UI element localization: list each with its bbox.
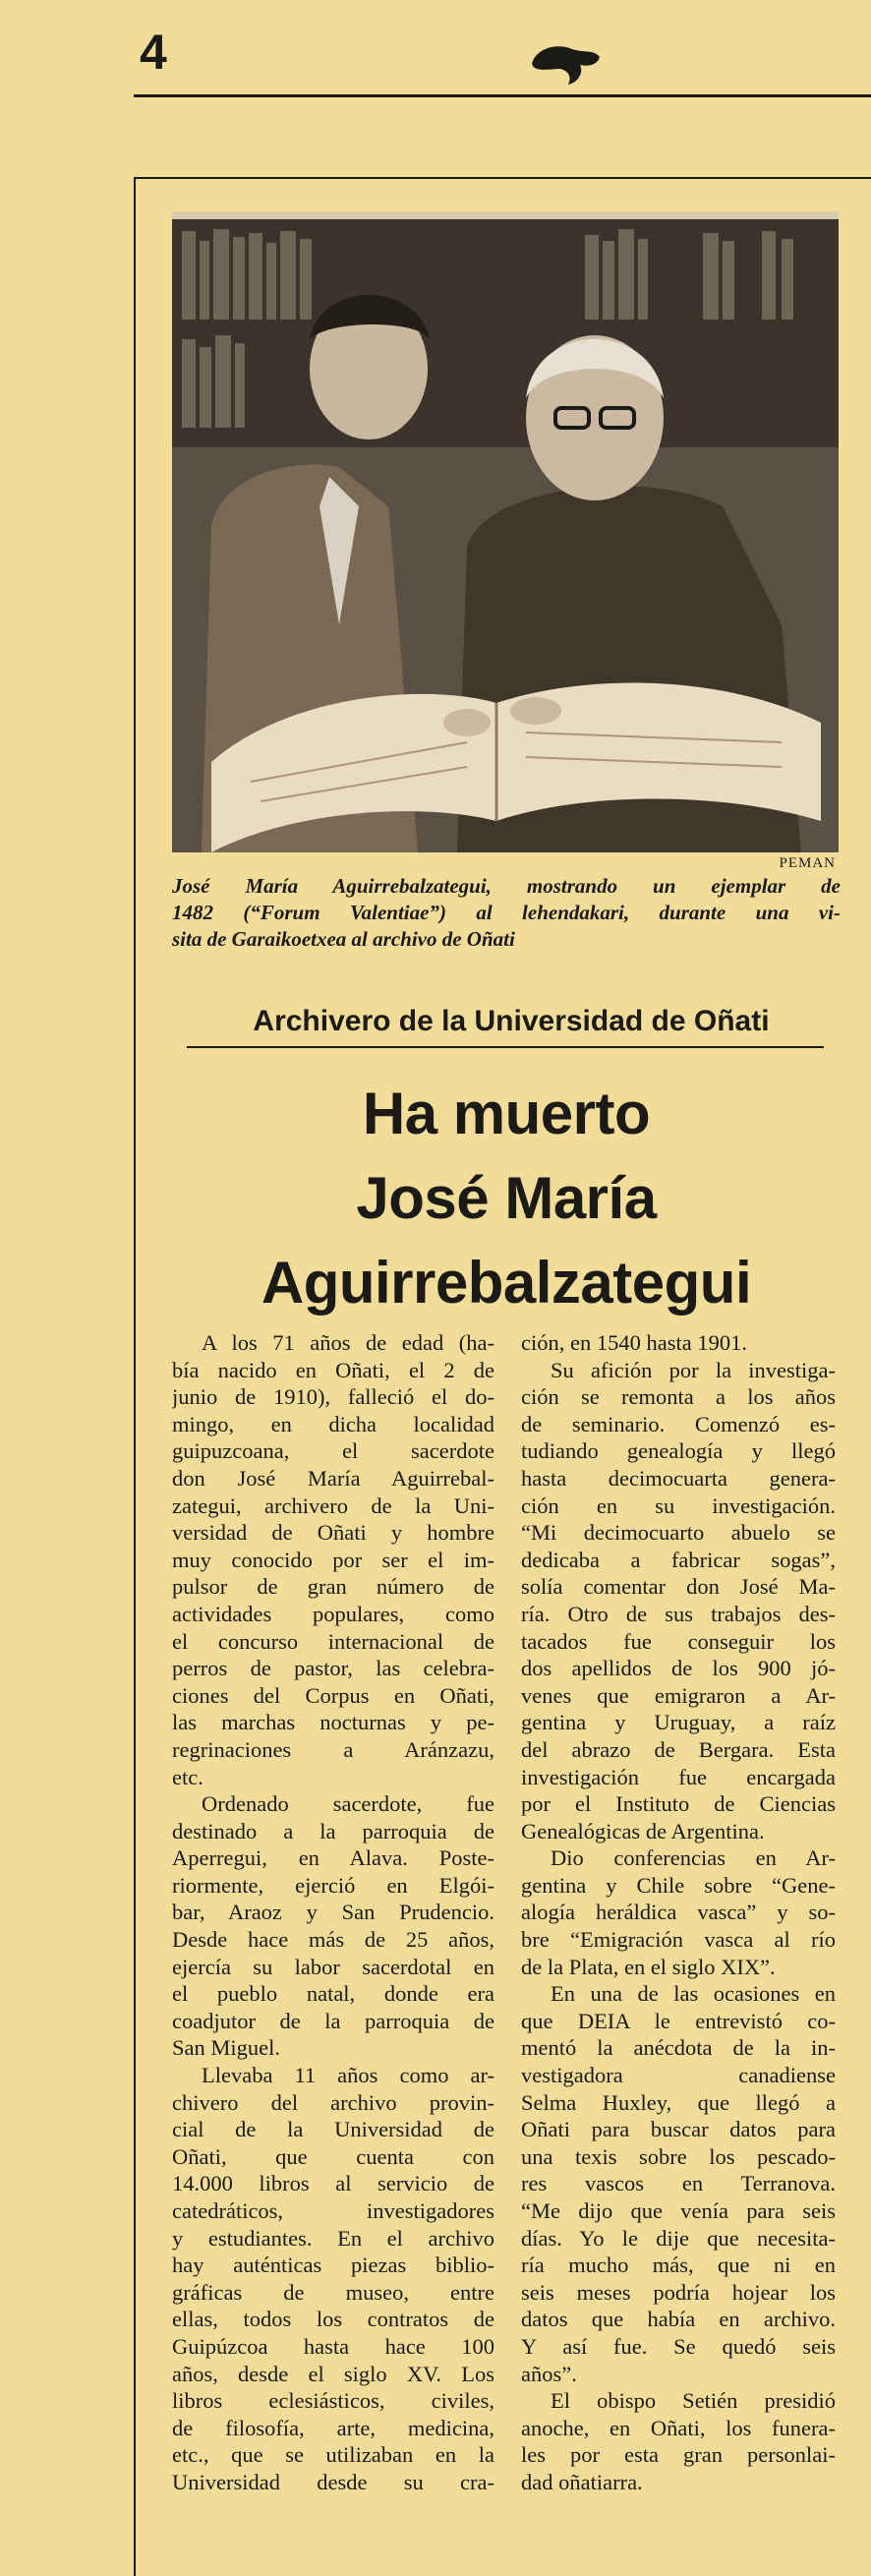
body-text-line: versidad de Oñati y hombre bbox=[172, 1520, 494, 1546]
body-text-line: riormente, ejerció en Elgói- bbox=[172, 1872, 494, 1898]
body-text-line: las marchas nocturnas y pe- bbox=[172, 1710, 494, 1735]
body-text-line: San Miguel. bbox=[172, 2035, 280, 2061]
caption-line: sita de Garaikoetxea al archivo de Oñati bbox=[172, 927, 515, 951]
body-text-line: junio de 1910), falleció el do- bbox=[172, 1384, 494, 1410]
body-text-line: seis meses podría hojear los bbox=[521, 2279, 836, 2305]
body-text-line: Dio conferencias en Ar- bbox=[551, 1845, 836, 1871]
body-text-line: les por esta gran personlai- bbox=[521, 2442, 836, 2468]
body-text-line: de filosofía, arte, medicina, bbox=[172, 2415, 494, 2440]
body-text-line: zategui, archivero de la Uni- bbox=[172, 1493, 494, 1518]
body-text-line: Universidad desde su cra- bbox=[172, 2469, 494, 2494]
body-text-line: Y así fue. Se quedó seis bbox=[521, 2333, 836, 2359]
body-text-line: años, desde el siglo XV. Los bbox=[172, 2361, 494, 2386]
body-text-line: y estudiantes. En el archivo bbox=[172, 2225, 494, 2251]
body-text-line: ellas, todos los contratos de bbox=[172, 2307, 494, 2332]
caption-line: José María Aguirrebalzategui, mostrando un ejemplar de bbox=[172, 874, 841, 898]
body-text-line: mentó la anécdota de la in- bbox=[521, 2035, 836, 2061]
body-text-line: ría. Otro de sus trabajos des- bbox=[521, 1601, 836, 1626]
photo-credit: PEMAN bbox=[779, 855, 836, 871]
headline-line: José María bbox=[356, 1165, 657, 1231]
body-text-line: ción, en 1540 hasta 1901. bbox=[521, 1330, 747, 1355]
body-text-line: el pueblo natal, donde era bbox=[172, 1981, 494, 2007]
photo-caption bbox=[172, 873, 841, 953]
body-text-line: 14.000 libros al servicio de bbox=[172, 2171, 494, 2196]
body-text-line: bre “Emigración vasca al río bbox=[521, 1927, 836, 1953]
body-text-line: de seminario. Comenzó es- bbox=[521, 1411, 836, 1436]
body-text-line: guipuzcoana, el sacerdote bbox=[172, 1438, 494, 1464]
body-text-line: El obispo Setién presidió bbox=[551, 2388, 836, 2414]
body-text-line: del abrazo de Bergara. Esta bbox=[521, 1736, 836, 1762]
body-text-line: regrinaciones a Aránzazu, bbox=[172, 1736, 494, 1762]
body-text-line: cial de la Universidad de bbox=[172, 2117, 494, 2142]
body-text-line: Oñati, que cuenta con bbox=[172, 2143, 494, 2169]
body-text-line: tudiando genealogía y llegó bbox=[521, 1438, 836, 1464]
body-text-line: hasta decimocuarta genera- bbox=[521, 1465, 836, 1491]
kicker-rule bbox=[187, 1046, 824, 1048]
body-text-line: venes que emigraron a Ar- bbox=[521, 1682, 836, 1708]
body-text-line: investigación fue encargada bbox=[521, 1764, 836, 1789]
article-kicker: Archivero de la Universidad de Oñati bbox=[253, 1005, 770, 1037]
body-text-line: gentina y Chile sobre “Gene- bbox=[521, 1872, 836, 1898]
body-text-line: etc., que se utilizaban en la bbox=[172, 2442, 494, 2468]
body-text-line: Genealógicas de Argentina. bbox=[521, 1818, 765, 1844]
body-text-line: años”. bbox=[521, 2361, 577, 2386]
body-text-line: A los 71 años de edad (ha- bbox=[202, 1330, 494, 1355]
body-text-line: destinado a la parroquia de bbox=[172, 1818, 494, 1844]
body-text-line: actividades populares, como bbox=[172, 1601, 494, 1626]
body-text-line: dad oñatiarra. bbox=[521, 2469, 643, 2494]
body-text-line: ría mucho más, que ni en bbox=[521, 2253, 836, 2278]
body-text-line: que DEIA le entrevistó co- bbox=[521, 2008, 836, 2033]
body-text-line: solía comentar don José Ma- bbox=[521, 1574, 836, 1600]
body-column-left bbox=[172, 1329, 494, 2496]
article-photo bbox=[172, 211, 839, 852]
body-text-line: res vascos en Terranova. bbox=[521, 2171, 836, 2196]
body-text-line: Oñati para buscar datos para bbox=[521, 2117, 836, 2142]
body-text-line: En una de las ocasiones en bbox=[551, 1981, 836, 2007]
body-text-line: gráficas de museo, entre bbox=[172, 2279, 494, 2305]
header-rule bbox=[134, 94, 871, 97]
caption-line: 1482 (“Forum Valentiae”) al lehendakari, durante una vi- bbox=[172, 901, 841, 924]
body-text-line: ción se remonta a los años bbox=[521, 1384, 836, 1410]
body-text-line: “Mi decimocuarto abuelo se bbox=[521, 1520, 836, 1546]
body-text-line: Guipúzcoa hasta hace 100 bbox=[172, 2333, 494, 2359]
body-text-line: por el Instituto de Ciencias bbox=[521, 1791, 836, 1817]
body-text-line: Llevaba 11 años como ar- bbox=[202, 2063, 494, 2088]
body-text-line: anoche, en Oñati, los funera- bbox=[521, 2415, 836, 2440]
body-text-line: muy conocido por ser el im- bbox=[172, 1547, 494, 1572]
body-text-line: hay auténticas piezas biblio- bbox=[172, 2253, 494, 2278]
body-text-line: Aperregui, en Alava. Poste- bbox=[172, 1845, 494, 1871]
body-text-line: de la Plata, en el siglo XIX”. bbox=[521, 1954, 776, 1979]
body-text-line: “Me dijo que venía para seis bbox=[521, 2198, 836, 2223]
body-text-line: dedicaba a fabricar sogas”, bbox=[521, 1547, 836, 1572]
body-text-line: datos que había en archivo. bbox=[521, 2307, 836, 2332]
headline-line: Ha muerto bbox=[362, 1081, 651, 1146]
page-number: 4 bbox=[140, 25, 167, 80]
body-text-line: gentina y Uruguay, a raíz bbox=[521, 1710, 836, 1735]
article-headline bbox=[172, 1072, 841, 1325]
body-text-line: Ordenado sacerdote, fue bbox=[202, 1791, 494, 1817]
body-text-line: ejercía su labor sacerdotal en bbox=[172, 1954, 494, 1979]
body-text-line: pulsor de gran número de bbox=[172, 1574, 494, 1600]
body-text-line: alogía heráldica vasca” y so- bbox=[521, 1900, 836, 1925]
headline-line: Aguirrebalzategui bbox=[261, 1250, 752, 1316]
body-text-line: ciones del Corpus en Oñati, bbox=[172, 1682, 494, 1708]
body-text-line: catedráticos, investigadores bbox=[172, 2198, 494, 2223]
body-text-line: días. Yo le dije que necesita- bbox=[521, 2225, 836, 2251]
body-column-right bbox=[521, 1329, 836, 2496]
body-text-line: libros eclesiásticos, civiles, bbox=[172, 2388, 494, 2414]
body-text-line: perros de pastor, las celebra- bbox=[172, 1656, 494, 1681]
body-text-line: Desde hace más de 25 años, bbox=[172, 1927, 494, 1953]
body-text-line: tacados fue conseguir los bbox=[521, 1628, 836, 1654]
body-text-line: bía nacido en Oñati, el 2 de bbox=[172, 1357, 494, 1382]
body-text-line: don José María Aguirrebal- bbox=[172, 1465, 494, 1491]
newspaper-logo-icon bbox=[529, 39, 604, 88]
body-text-line: una texis sobre los pescado- bbox=[521, 2143, 836, 2169]
body-text-line: Su afición por la investiga- bbox=[551, 1357, 836, 1382]
body-text-line: dos apellidos de los 900 jó- bbox=[521, 1656, 836, 1681]
body-text-line: etc. bbox=[172, 1764, 203, 1789]
body-text-line: vestigadora canadiense bbox=[521, 2063, 836, 2088]
body-text-line: chivero del archivo provin- bbox=[172, 2089, 494, 2115]
body-text-line: Selma Huxley, que llegó a bbox=[521, 2089, 836, 2115]
body-text-line: mingo, en dicha localidad bbox=[172, 1411, 494, 1436]
body-text-line: el concurso internacional de bbox=[172, 1628, 494, 1654]
body-text-line: ción en su investigación. bbox=[521, 1493, 836, 1518]
body-text-line: bar, Araoz y San Prudencio. bbox=[172, 1900, 494, 1925]
body-text-line: coadjutor de la parroquia de bbox=[172, 2008, 494, 2033]
